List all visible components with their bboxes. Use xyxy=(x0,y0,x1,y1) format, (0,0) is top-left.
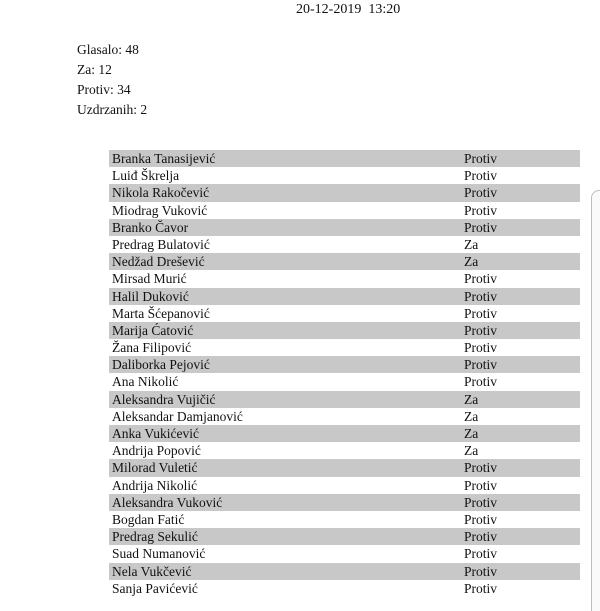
vote-datetime: 20-12-2019 13:20 xyxy=(296,2,401,17)
deputy-name: Nela Vukčević xyxy=(112,563,192,579)
page-edge xyxy=(591,190,600,611)
deputy-name: Anka Vukićević xyxy=(112,426,200,441)
vote-value: Protiv xyxy=(464,546,498,562)
vote-value: Protiv xyxy=(464,271,498,287)
vote-value: Za xyxy=(464,408,479,424)
deputy-name: Predrag Bulatović xyxy=(112,236,210,252)
table-row xyxy=(109,459,580,476)
deputy-name: Ana Nikolić xyxy=(112,374,179,390)
deputy-name: Bogdan Fatić xyxy=(112,511,185,527)
vote-value: Protiv xyxy=(464,340,498,356)
vote-value: Protiv xyxy=(464,494,498,510)
vote-value: Protiv xyxy=(464,580,498,596)
table-row xyxy=(109,150,580,167)
vote-value: Protiv xyxy=(464,322,498,338)
deputy-name: Predrag Sekulić xyxy=(112,529,198,545)
summary-total-voted: Glasalo: 48 xyxy=(77,42,139,57)
deputy-name: Halil Duković xyxy=(112,288,189,304)
vote-value: Protiv xyxy=(464,477,498,493)
vote-value: Za xyxy=(464,254,479,270)
vote-value: Protiv xyxy=(464,202,498,218)
deputy-name: Aleksandra Vujičić xyxy=(112,391,216,407)
table-row xyxy=(109,270,580,287)
table-row xyxy=(109,356,580,373)
table-row xyxy=(109,184,580,201)
summary-for: Za: 12 xyxy=(77,62,112,77)
summary-abstained: Uzdrzanih: 2 xyxy=(77,102,148,117)
table-row xyxy=(109,580,580,597)
deputy-name: Miodrag Vuković xyxy=(112,202,208,218)
table-row xyxy=(109,494,580,511)
vote-value: Protiv xyxy=(464,460,498,476)
vote-value: Za xyxy=(464,391,479,407)
deputy-name: Nedžad Drešević xyxy=(112,254,205,270)
deputy-name: Mirsad Murić xyxy=(112,271,187,287)
vote-value: Protiv xyxy=(464,357,498,373)
table-row xyxy=(109,202,580,219)
vote-value: Protiv xyxy=(464,305,498,321)
vote-value: Protiv xyxy=(464,219,498,235)
vote-value: Protiv xyxy=(464,374,498,390)
deputy-name: Sanja Pavićević xyxy=(112,580,198,596)
deputy-name: Aleksandra Vuković xyxy=(112,494,223,510)
vote-summary xyxy=(77,40,147,120)
deputy-name: Nikola Rakočević xyxy=(112,185,210,201)
deputy-name: Aleksandar Damjanović xyxy=(112,408,243,424)
deputy-name: Milorad Vuletić xyxy=(112,460,198,476)
votes-table xyxy=(109,150,580,597)
vote-value: Za xyxy=(464,443,479,459)
vote-value: Protiv xyxy=(464,168,498,184)
deputy-name: Suad Numanović xyxy=(112,546,206,562)
deputy-name: Branko Čavor xyxy=(112,219,189,235)
deputy-name: Marta Šćepanović xyxy=(112,305,210,321)
deputy-name: Žana Filipović xyxy=(112,340,192,356)
vote-value: Za xyxy=(464,426,479,441)
table-row xyxy=(109,442,580,459)
deputy-name: Marija Ćatović xyxy=(112,322,194,338)
vote-value: Protiv xyxy=(464,563,498,579)
table-row xyxy=(109,563,580,580)
table-row xyxy=(109,236,580,253)
table-row xyxy=(109,322,580,339)
table-row xyxy=(109,288,580,305)
table-row xyxy=(109,545,580,562)
deputy-name: Andrija Nikolić xyxy=(112,477,198,493)
table-row xyxy=(109,167,580,184)
deputy-name: Branka Tanasijević xyxy=(112,151,216,166)
table-row xyxy=(109,528,580,545)
table-row xyxy=(109,511,580,528)
table-row xyxy=(109,391,580,408)
summary-against: Protiv: 34 xyxy=(77,82,131,97)
vote-value: Protiv xyxy=(464,288,498,304)
table-row xyxy=(109,425,580,442)
table-row xyxy=(109,219,580,236)
vote-value: Protiv xyxy=(464,529,498,545)
table-row xyxy=(109,339,580,356)
table-row xyxy=(109,305,580,322)
vote-value: Protiv xyxy=(464,185,498,201)
table-row xyxy=(109,408,580,425)
deputy-name: Luiđ Škrelja xyxy=(112,168,180,184)
vote-value: Protiv xyxy=(464,511,498,527)
deputy-name: Andrija Popović xyxy=(112,443,201,459)
table-row xyxy=(109,477,580,494)
vote-value: Za xyxy=(464,236,479,252)
vote-value: Protiv xyxy=(464,151,498,166)
table-row xyxy=(109,373,580,390)
deputy-name: Daliborka Pejović xyxy=(112,357,210,373)
table-row xyxy=(109,253,580,270)
